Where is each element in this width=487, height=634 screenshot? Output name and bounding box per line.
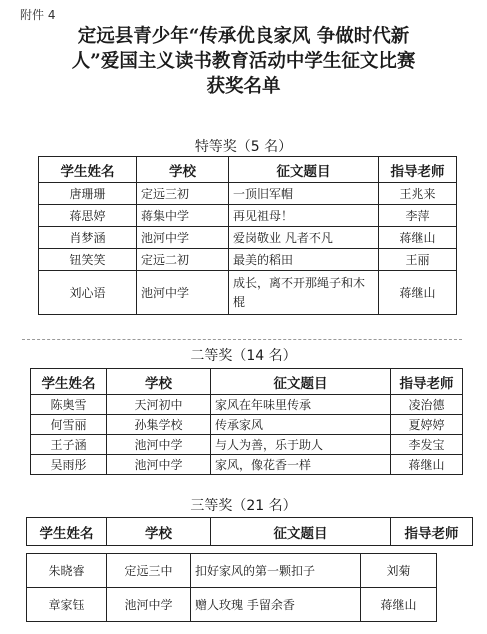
- header-advisor: 指导老师: [391, 369, 463, 395]
- school: 池河中学: [137, 271, 229, 315]
- advisor: 李发宝: [391, 435, 463, 455]
- header-essay-title: 征文题目: [229, 157, 379, 183]
- header-student-name: 学生姓名: [27, 518, 107, 546]
- essay-title: 与人为善，乐于助人: [211, 435, 391, 455]
- third-prize-table: [26, 553, 437, 622]
- student-name: 王子涵: [31, 435, 107, 455]
- document-title: [0, 24, 487, 99]
- school: 池河中学: [107, 435, 211, 455]
- student-name: 肖梦涵: [39, 227, 137, 249]
- student-name: 朱晓睿: [27, 554, 107, 588]
- advisor: 蒋继山: [379, 227, 457, 249]
- table-row: [39, 183, 457, 205]
- table-row: [39, 271, 457, 315]
- header-essay-title: 征文题目: [211, 518, 391, 546]
- advisor: 夏婷婷: [391, 415, 463, 435]
- school: 定远二初: [137, 249, 229, 271]
- school: 池河中学: [137, 227, 229, 249]
- essay-title: 扣好家风的第一颗扣子: [191, 554, 361, 588]
- page-break-line: [22, 339, 462, 340]
- table-row: [39, 249, 457, 271]
- third-prize-header-table: [26, 517, 473, 546]
- table-header-row: [27, 518, 473, 546]
- table-header-row: [31, 369, 463, 395]
- page-gap: [20, 483, 470, 489]
- essay-title: 一顶旧军帽: [229, 183, 379, 205]
- essay-title: 成长，离不开那绳子和木棍: [229, 271, 379, 315]
- header-advisor: 指导老师: [391, 518, 473, 546]
- school: 池河中学: [107, 455, 211, 475]
- third-prize-title: 三等奖（21 名）: [190, 498, 297, 514]
- essay-title: 传承家风: [211, 415, 391, 435]
- advisor: 蒋继山: [361, 588, 437, 622]
- advisor: 李萍: [379, 205, 457, 227]
- header-school: 学校: [107, 518, 211, 546]
- school: 池河中学: [107, 588, 191, 622]
- student-name: 章家钰: [27, 588, 107, 622]
- school: 孙集学校: [107, 415, 211, 435]
- title-line-2: 人”爱国主义读书教育活动中学生征文比赛: [71, 51, 416, 72]
- second-prize-title: 二等奖（14 名）: [190, 348, 297, 364]
- student-name: 何雪丽: [31, 415, 107, 435]
- student-name: 陈奥雪: [31, 395, 107, 415]
- header-school: 学校: [107, 369, 211, 395]
- header-school: 学校: [137, 157, 229, 183]
- essay-title: 爱岗敬业 凡者不凡: [229, 227, 379, 249]
- table-row: [31, 395, 463, 415]
- essay-title: 家风在年味里传承: [211, 395, 391, 415]
- advisor: 刘菊: [361, 554, 437, 588]
- table-row: [39, 205, 457, 227]
- table-row: [31, 455, 463, 475]
- attachment-label: 附件 4: [20, 8, 56, 22]
- essay-title: 赠人玫瑰 手留余香: [191, 588, 361, 622]
- table-row: [27, 588, 437, 622]
- advisor: 王兆来: [379, 183, 457, 205]
- student-name: 刘心语: [39, 271, 137, 315]
- special-prize-table: [38, 156, 457, 315]
- table-header-row: [39, 157, 457, 183]
- student-name: 蒋思婷: [39, 205, 137, 227]
- student-name: 吴雨彤: [31, 455, 107, 475]
- advisor: 凌治德: [391, 395, 463, 415]
- second-prize-table: [30, 368, 463, 475]
- title-line-1: 定远县青少年“传承优良家风 争做时代新: [77, 26, 410, 47]
- table-row: [31, 415, 463, 435]
- header-advisor: 指导老师: [379, 157, 457, 183]
- advisor: 蒋继山: [379, 271, 457, 315]
- header-essay-title: 征文题目: [211, 369, 391, 395]
- table-row: [27, 554, 437, 588]
- school: 定远三中: [107, 554, 191, 588]
- student-name: 钮笑笑: [39, 249, 137, 271]
- advisor: 蒋继山: [391, 455, 463, 475]
- table-row: [31, 435, 463, 455]
- student-name: 唐珊珊: [39, 183, 137, 205]
- school: 天河初中: [107, 395, 211, 415]
- title-line-3: 获奖名单: [206, 76, 281, 97]
- table-row: [39, 227, 457, 249]
- essay-title: 家风，像花香一样: [211, 455, 391, 475]
- special-prize-title: 特等奖（5 名）: [194, 139, 293, 155]
- essay-title: 最美的稻田: [229, 249, 379, 271]
- header-student-name: 学生姓名: [31, 369, 107, 395]
- school: 蒋集中学: [137, 205, 229, 227]
- school: 定远三初: [137, 183, 229, 205]
- advisor: 王丽: [379, 249, 457, 271]
- header-student-name: 学生姓名: [39, 157, 137, 183]
- essay-title: 再见祖母！: [229, 205, 379, 227]
